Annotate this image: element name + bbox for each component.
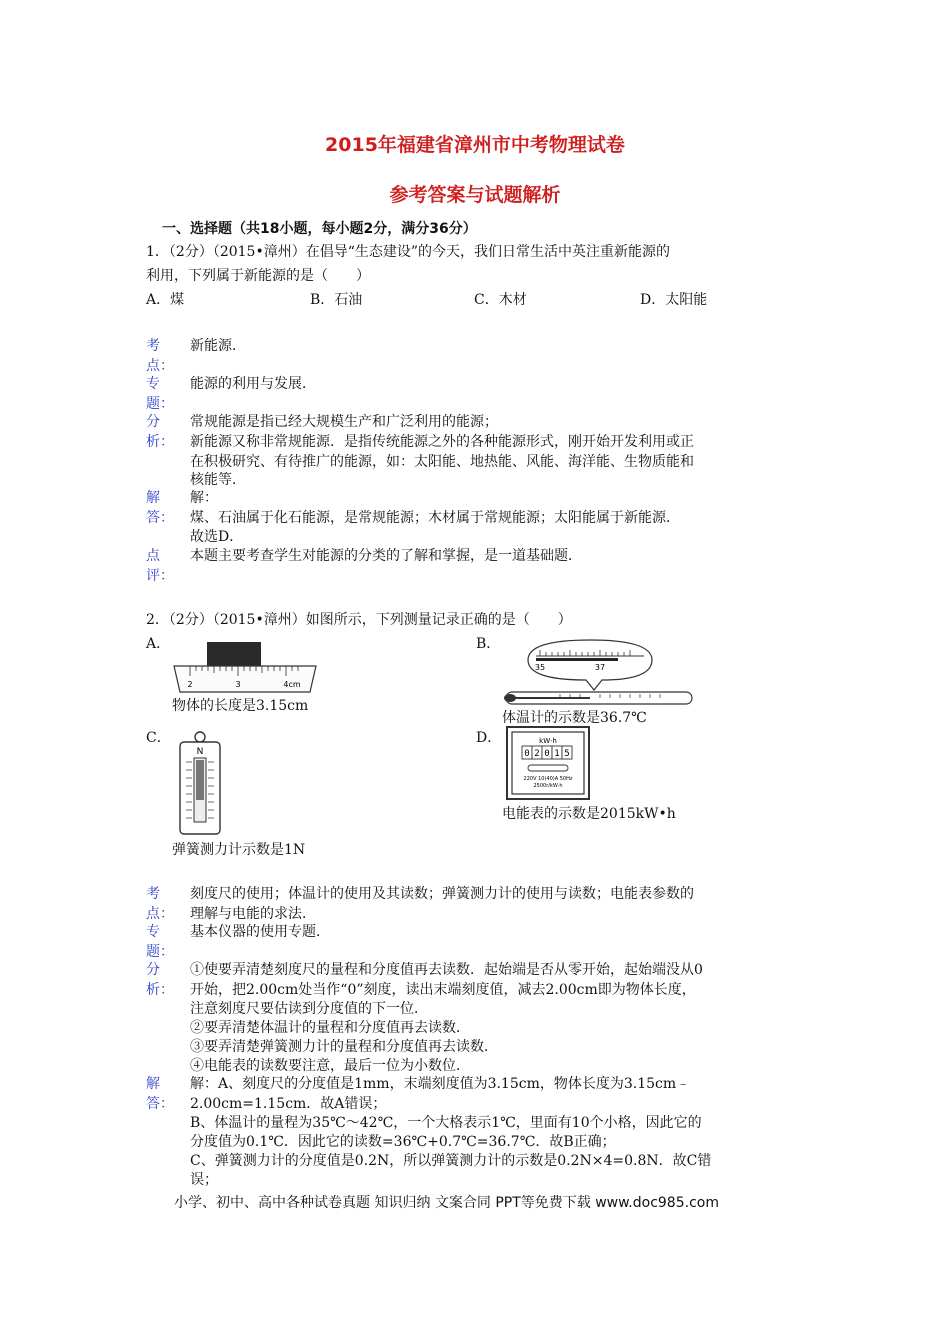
q1-fenxi-line: 在积极研究、有待推广的能源，如：太阳能、地热能、风能、海洋能、生物质能和 [190,454,694,470]
q2-jieda-line: 2.00cm=1.15cm．故A错误； [190,1096,387,1112]
q2-stem: 2．（2分）（2015•漳州）如图所示，下列测量记录正确的是（ ） [146,612,572,628]
q1-stem-line2: 利用，下列属于新能源的是（ ） [146,268,370,284]
meter-digit: 2 [534,749,540,759]
q1-label-dianping-2: 评： [146,568,174,584]
q1-label-fenxi-1: 分 [146,414,160,430]
q1-label-fenxi-2: 析： [146,434,174,450]
q2-label-kaodian-2: 点： [146,906,174,922]
q1-dianping: 本题主要考查学生对能源的分类的了解和掌握，是一道基础题． [190,548,582,564]
q2-fenxi-line: ②要弄清楚体温计的量程和分度值再去读数． [190,1020,470,1036]
q1-option-a: A．煤 [146,292,185,308]
q2-option-b-caption: 体温计的示数是36.7℃ [502,710,647,726]
q1-label-kaodian-2: 点： [146,358,174,374]
q1-jieda-line: 解： [190,490,218,506]
q1-kaodian: 新能源． [190,338,246,354]
q2-label-zhuanti-2: 题： [146,944,174,960]
q1-label-kaodian-1: 考 [146,338,160,354]
q1-fenxi-line: 常规能源是指已经大规模生产和广泛利用的能源； [190,414,498,430]
q1-zhuanti: 能源的利用与发展． [190,376,316,392]
page-subtitle: 参考答案与试题解析 [389,184,561,206]
meter-digit: 5 [564,749,570,759]
q2-option-a-letter: A． [146,636,171,652]
thermometer-tick-label: 35 [534,663,546,672]
meter-unit: kW·h [539,737,557,745]
q2-label-jieda-1: 解 [146,1076,160,1092]
meter-digit: 0 [524,749,530,759]
meter-spec: 2500r/kW·h [533,783,563,789]
ruler-figure [170,640,320,694]
q1-jieda-line: 煤、石油属于化石能源，是常规能源；木材属于常规能源；太阳能属于新能源． [190,510,680,526]
q1-fenxi-line: 新能源又称非常规能源．是指传统能源之外的各种能源形式，刚开始开发利用或正 [190,434,694,450]
q2-option-c-letter: C． [146,730,171,746]
meter-spec: 220V 10(40)A 50Hz [523,776,573,782]
q2-option-a-caption: 物体的长度是3.15cm [172,698,309,714]
q2-zhuanti: 基本仪器的使用专题． [190,924,330,940]
north-pole-label: N [196,747,204,757]
q2-fenxi-line: 开始，把2.00cm处当作“0”刻度，读出末端刻度值，减去2.00cm即为物体长度， [190,982,696,998]
spring-scale-figure [168,730,232,838]
q2-jieda-line: 误； [190,1172,218,1188]
q2-label-zhuanti-1: 专 [146,924,160,940]
q1-label-jieda-2: 答： [146,510,174,526]
q2-kaodian-line: 刻度尺的使用；体温计的使用及其读数；弹簧测力计的使用与读数；电能表参数的 [190,886,694,902]
q2-label-fenxi-2: 析： [146,982,174,998]
thermometer-figure [500,636,696,706]
thermometer-tick-label: 37 [594,663,606,672]
ruler-tick-label: 2 [187,680,193,689]
q2-jieda-line: B、体温计的量程为35℃～42℃，一个大格表示1℃，里面有10个小格，因此它的 [190,1115,702,1131]
q2-kaodian-line: 理解与电能的求法． [190,906,316,922]
zoom-bubble [528,640,652,690]
q1-fenxi-line: 核能等． [190,472,246,488]
q1-jieda-line: 故选D． [190,529,244,545]
q1-label-dianping-1: 点 [146,548,160,564]
q1-stem-line1: 1．（2分）（2015•漳州）在倡导“生态建设”的今天，我们日常生活中英注重新能源的 [146,244,671,260]
electricity-meter-figure [506,726,590,800]
q2-label-jieda-2: 答： [146,1096,174,1112]
q2-option-d-caption: 电能表的示数是2015kW•h [502,806,676,822]
page-title: 2015年福建省漳州市中考物理试卷 [325,134,625,156]
section-heading: 一、选择题（共18小题，每小题2分，满分36分） [162,221,477,237]
q1-label-zhuanti-1: 专 [146,376,160,392]
mercury-column [536,658,618,661]
q2-jieda-line: C、弹簧测力计的分度值是0.2N，所以弹簧测力计的示数是0.2N×4=0.8N．故C错 [190,1153,712,1169]
q2-fenxi-line: ③要弄清楚弹簧测力计的量程和分度值再去读数． [190,1039,498,1055]
q1-label-zhuanti-2: 题： [146,396,174,412]
meter-digit: 1 [554,749,560,759]
q2-fenxi-line: 注意刻度尺要估读到分度值的下一位． [190,1001,428,1017]
ruler-tick-label: 3 [235,680,241,689]
q2-label-kaodian-1: 考 [146,886,160,902]
q2-label-fenxi-1: 分 [146,962,160,978]
q2-jieda-line: 分度值为0.1℃．因此它的读数=36℃+0.7℃=36.7℃．故B正确； [190,1134,616,1150]
page-footer: 小学、初中、高中各种试卷真题 知识归纳 文案合同 PPT等免费下载 www.doc985.com [174,1195,719,1211]
q2-jieda-line: 解：A、刻度尺的分度值是1mm，末端刻度值为3.15cm，物体长度为3.15cm﹣ [190,1076,691,1092]
q2-fenxi-line: ④电能表的读数要注意，最后一位为小数位． [190,1058,470,1074]
q2-fenxi-line: ①使要弄清楚刻度尺的量程和分度值再去读数．起始端是否从零开始，起始端没从0 [190,962,703,978]
meter-digit: 0 [544,749,550,759]
ruler-tick-label: 4cm [283,680,301,689]
q2-option-c-caption: 弹簧测力计示数是1N [172,842,306,858]
q1-option-c: C．木材 [474,292,527,308]
q2-option-b-letter: B． [476,636,501,652]
q1-option-b: B．石油 [310,292,363,308]
q1-option-d: D．太阳能 [640,292,708,308]
measured-block [207,642,261,666]
q2-option-d-letter: D． [476,730,502,746]
q1-label-jieda-1: 解 [146,490,160,506]
